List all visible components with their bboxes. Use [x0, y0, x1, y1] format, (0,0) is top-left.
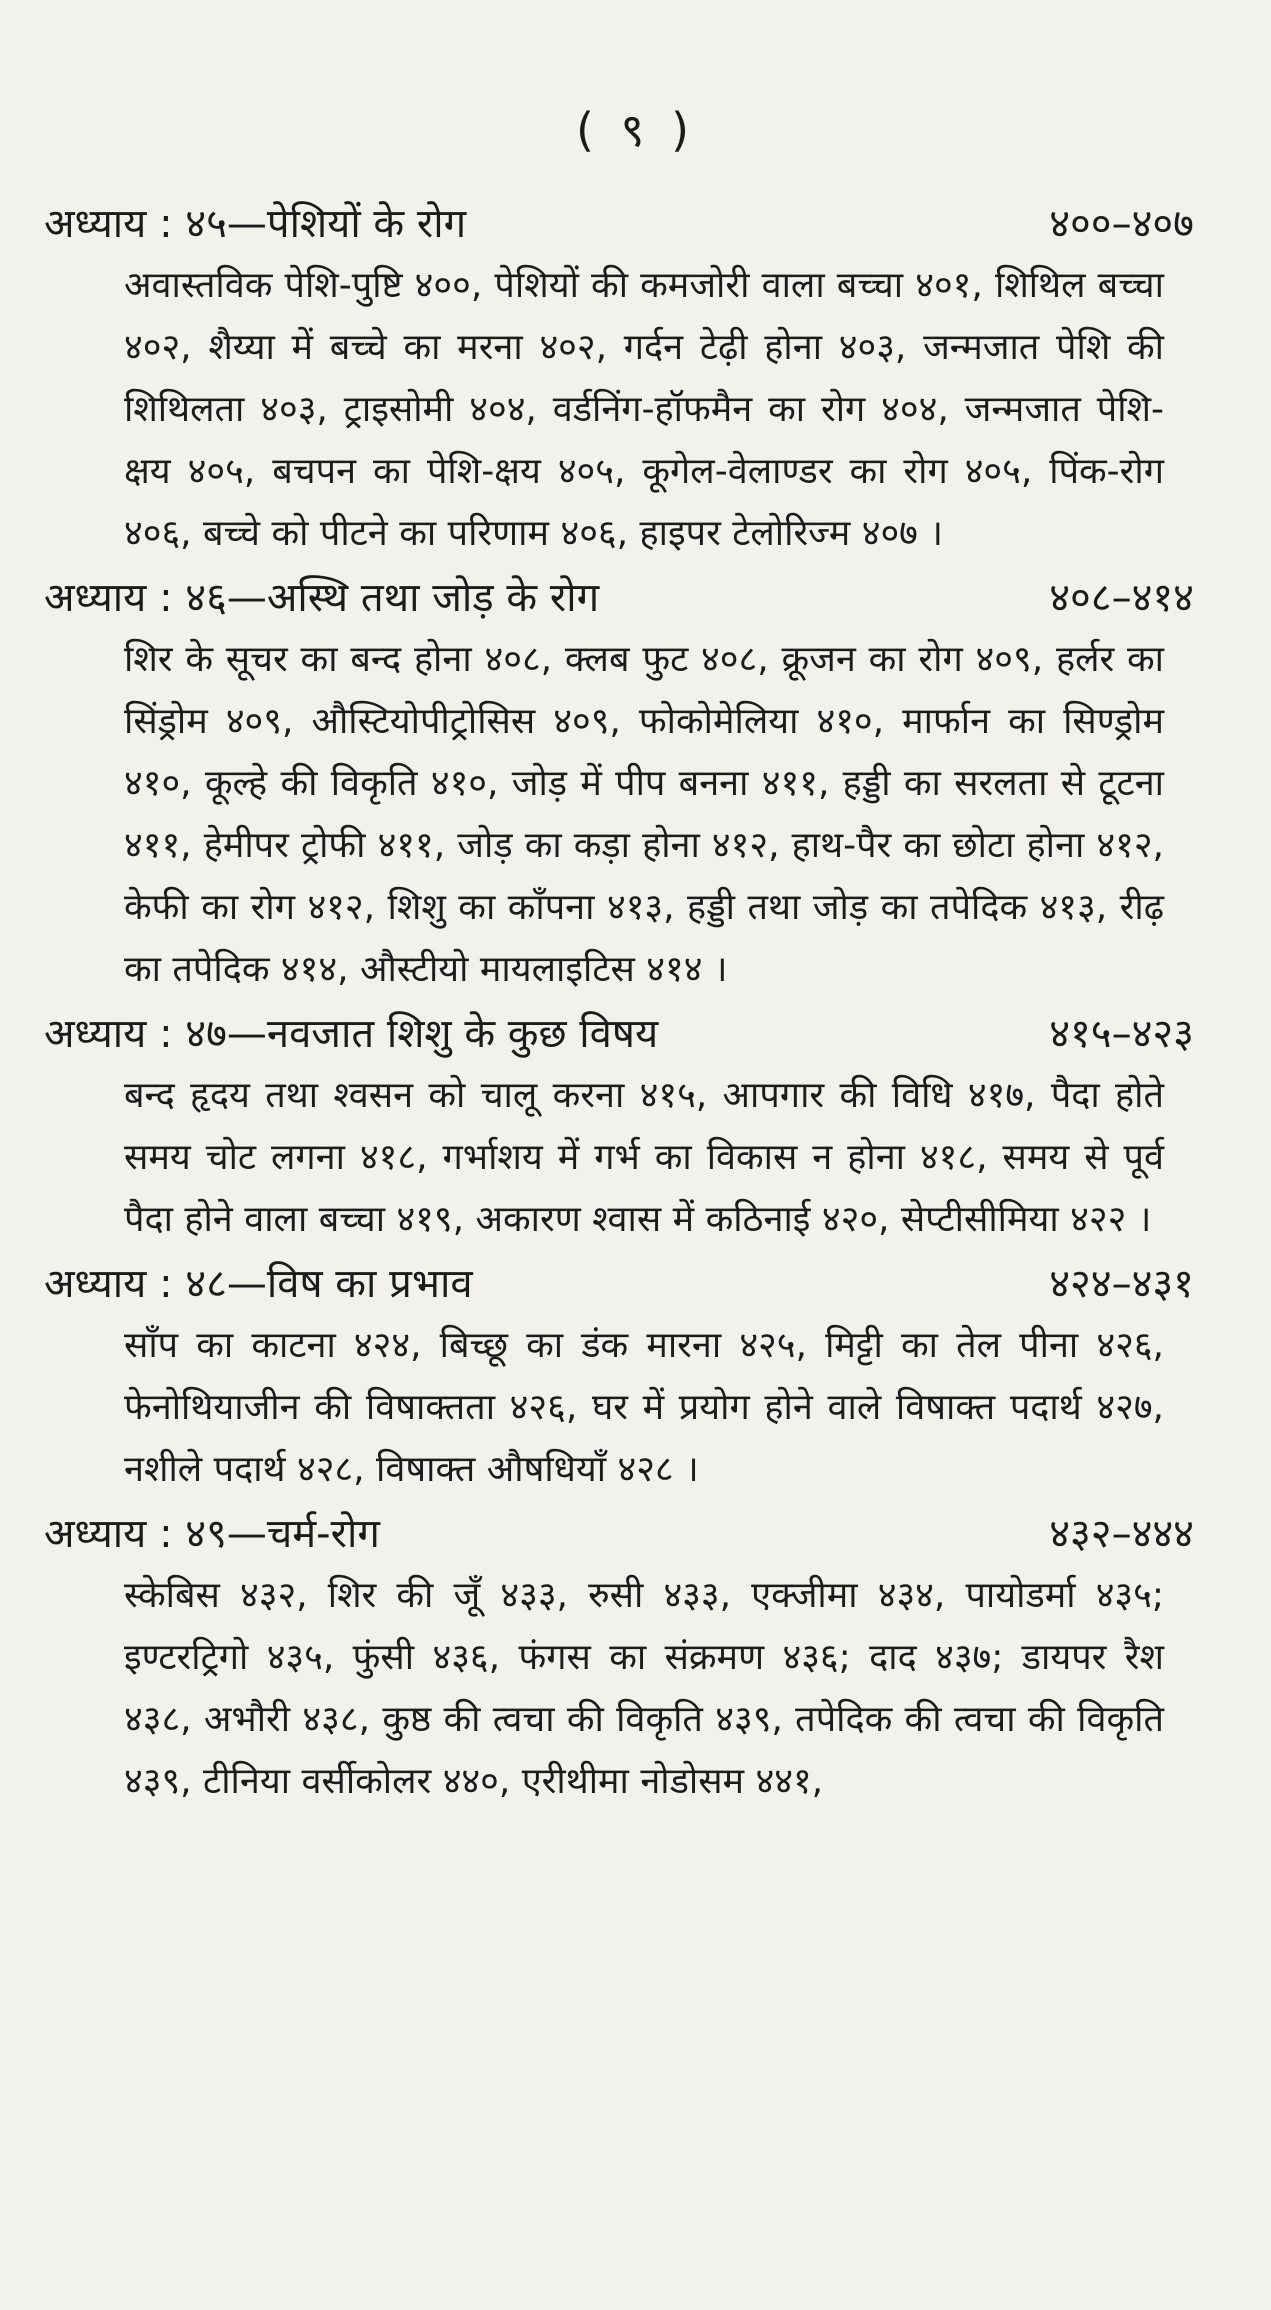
chapter-title: अध्याय : ४९—चर्म-रोग [44, 1511, 380, 1557]
chapter-46 [44, 569, 1194, 1001]
chapter-header [44, 195, 1194, 255]
table-of-contents [44, 195, 1194, 1817]
chapter-page-range: ४२४–४३१ [1049, 1261, 1194, 1307]
chapter-45 [44, 195, 1194, 565]
chapter-title: अध्याय : ४५—पेशियों के रोग [44, 201, 467, 247]
chapter-contents: साँप का काटना ४२४, बिच्छू का डंक मारना ४२५, मिट्टी का तेल पीना ४२६, फेनोथियाजीन की विषाक्तता ४२६, घर में प्रयोग होने वाले विषाक्त पदार्थ ४२७, नशीले पदार्थ ४२८, विषाक्त औषधियाँ ४२८ । [124, 1325, 1164, 1490]
chapter-contents: शिर के सूचर का बन्द होना ४०८, क्लब फुट ४०८, क्रूजन का रोग ४०९, हर्लर का सिंड्रोम ४०९, औस्टियोपीट्रोसिस ४०९, फोकोमेलिया ४१०, मार्फान का सिण्ड्रोम ४१०, कूल्हे की विकृति ४१०, जोड़ में पीप बनना ४११, हड्डी का सरलता से टूटना ४११, हेमीपर ट्रोफी ४११, जोड़ का कड़ा होना ४१२, हाथ-पैर का छोटा होना ४१२, केफी का रोग ४१२, शिशु का काँपना ४१३, हड्डी तथा जोड़ का तपेदिक ४१३, रीढ़ का तपेदिक ४१४, औस्टीयो मायलाइटिस ४१४ । [124, 639, 1164, 990]
chapter-header [44, 1255, 1194, 1315]
chapter-49 [44, 1505, 1194, 1813]
chapter-title: अध्याय : ४६—अस्थि तथा जोड़ के रोग [44, 575, 600, 621]
chapter-contents: स्केबिस ४३२, शिर की जूँ ४३३, रुसी ४३३, एक्जीमा ४३४, पायोडर्मा ४३५; इण्टरट्रिगो ४३५, फुंसी ४३६, फंगस का संक्रमण ४३६; दाद ४३७; डायपर रैश ४३८, अभौरी ४३८, कुष्ठ की त्वचा की विकृति ४३९, तपेदिक की त्वचा की विकृति ४३९, टीनिया वर्सीकोलर ४४०, एरीथीमा नोडोसम ४४१, [124, 1575, 1164, 1802]
chapter-header [44, 1005, 1194, 1065]
chapter-page-range: ४३२–४४४ [1049, 1511, 1194, 1557]
chapter-page-range: ४००–४०७ [1049, 201, 1194, 247]
chapter-header [44, 569, 1194, 629]
chapter-contents: बन्द हृदय तथा श्वसन को चालू करना ४१५, आपगार की विधि ४१७, पैदा होते समय चोट लगना ४१८, गर्भाशय में गर्भ का विकास न होना ४१८, समय से पूर्व पैदा होने वाला बच्चा ४१९, अकारण श्वास में कठिनाई ४२०, सेप्टीसीमिया ४२२ । [124, 1075, 1164, 1240]
chapter-title: अध्याय : ४८—विष का प्रभाव [44, 1261, 473, 1307]
chapter-contents: अवास्तविक पेशि-पुष्टि ४००, पेशियों की कमजोरी वाला बच्चा ४०१, शिथिल बच्चा ४०२, शैय्या में बच्चे का मरना ४०२, गर्दन टेढ़ी होना ४०३, जन्मजात पेशि की शिथिलता ४०३, ट्राइसोमी ४०४, वर्डनिंग-हॉफमैन का रोग ४०४, जन्मजात पेशि-क्षय ४०५, बचपन का पेशि-क्षय ४०५, कूगेल-वेलाण्डर का रोग ४०५, पिंक-रोग ४०६, बच्चे को पीटने का परिणाम ४०६, हाइपर टेलोरिज्म ४०७ । [124, 265, 1164, 554]
chapter-header [44, 1505, 1194, 1565]
chapter-48 [44, 1255, 1194, 1501]
page-number: ( ९ ) [575, 103, 696, 157]
chapter-47 [44, 1005, 1194, 1251]
chapter-page-range: ४१५–४२३ [1049, 1011, 1194, 1057]
chapter-page-range: ४०८–४१४ [1049, 575, 1194, 621]
chapter-title: अध्याय : ४७—नवजात शिशु के कुछ विषय [44, 1011, 659, 1057]
